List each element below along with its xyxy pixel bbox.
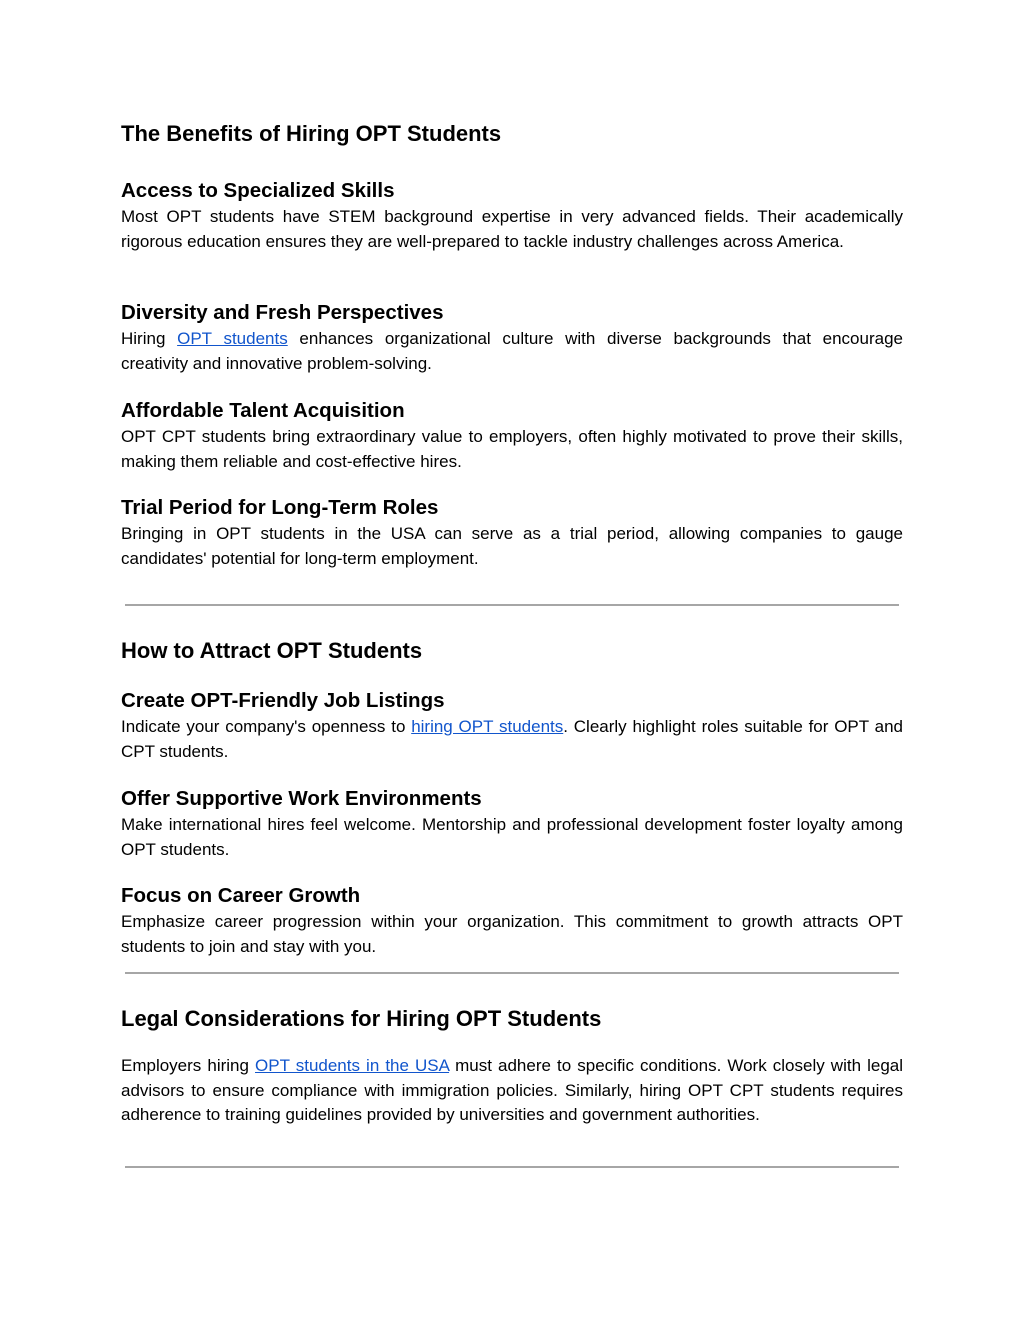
growth-paragraph: Emphasize career progression within your organization. This commitment to growth attracts OPT students to join and stay with you. (121, 912, 903, 956)
divider-rule (125, 604, 899, 606)
affordable-paragraph: OPT CPT students bring extraordinary value to employers, often highly motivated to prove their skills, making them reliable and cost-effective hires. (121, 427, 903, 471)
listings-paragraph (121, 715, 903, 764)
skills-heading: Access to Specialized Skills (121, 179, 395, 202)
divider-rule (125, 1166, 899, 1168)
supportive-heading: Offer Supportive Work Environments (121, 787, 482, 810)
divider-rule (125, 972, 899, 974)
supportive-paragraph: Make international hires feel welcome. Mentorship and professional development foster loyalty among OPT students. (121, 815, 903, 859)
hiring-opt-students-link[interactable]: hiring OPT students (411, 717, 564, 736)
trial-paragraph: Bringing in OPT students in the USA can serve as a trial period, allowing companies to gauge candidates' potential for long-term employment. (121, 524, 903, 568)
listings-heading: Create OPT-Friendly Job Listings (121, 689, 445, 712)
growth-heading: Focus on Career Growth (121, 884, 361, 907)
listings-text-before: Indicate your company's openness to (121, 717, 412, 736)
diversity-paragraph (121, 327, 903, 376)
attract-section-title: How to Attract OPT Students (121, 638, 423, 663)
benefits-section-title: The Benefits of Hiring OPT Students (121, 121, 502, 146)
legal-paragraph (121, 1054, 903, 1128)
diversity-heading: Diversity and Fresh Perspectives (121, 301, 444, 324)
skills-paragraph: Most OPT students have STEM background expertise in very advanced fields. Their academically rigorous education ensures they are well-prepared to tackle industry challenges across America. (121, 207, 903, 251)
affordable-heading: Affordable Talent Acquisition (121, 399, 405, 422)
trial-heading: Trial Period for Long-Term Roles (121, 496, 439, 519)
diversity-text-after: enhances organizational culture with diverse backgrounds that encourage creativity and innovative problem-solving. (121, 329, 903, 373)
legal-text-after: must adhere to specific conditions. Work closely with legal advisors to ensure compliance with immigration policies. Similarly, hiring OPT CPT students requires adherence to training guidelines provided by universities and government authorities. (121, 1056, 904, 1124)
opt-students-usa-link[interactable]: OPT students in the USA (255, 1056, 450, 1075)
opt-students-link[interactable]: OPT students (177, 329, 288, 348)
legal-text-before: Employers hiring (121, 1056, 256, 1075)
legal-section-title: Legal Considerations for Hiring OPT Students (121, 1006, 602, 1031)
listings-text-after: . Clearly highlight roles suitable for OPT and CPT students. (121, 717, 904, 761)
diversity-text-before: Hiring (121, 329, 178, 348)
